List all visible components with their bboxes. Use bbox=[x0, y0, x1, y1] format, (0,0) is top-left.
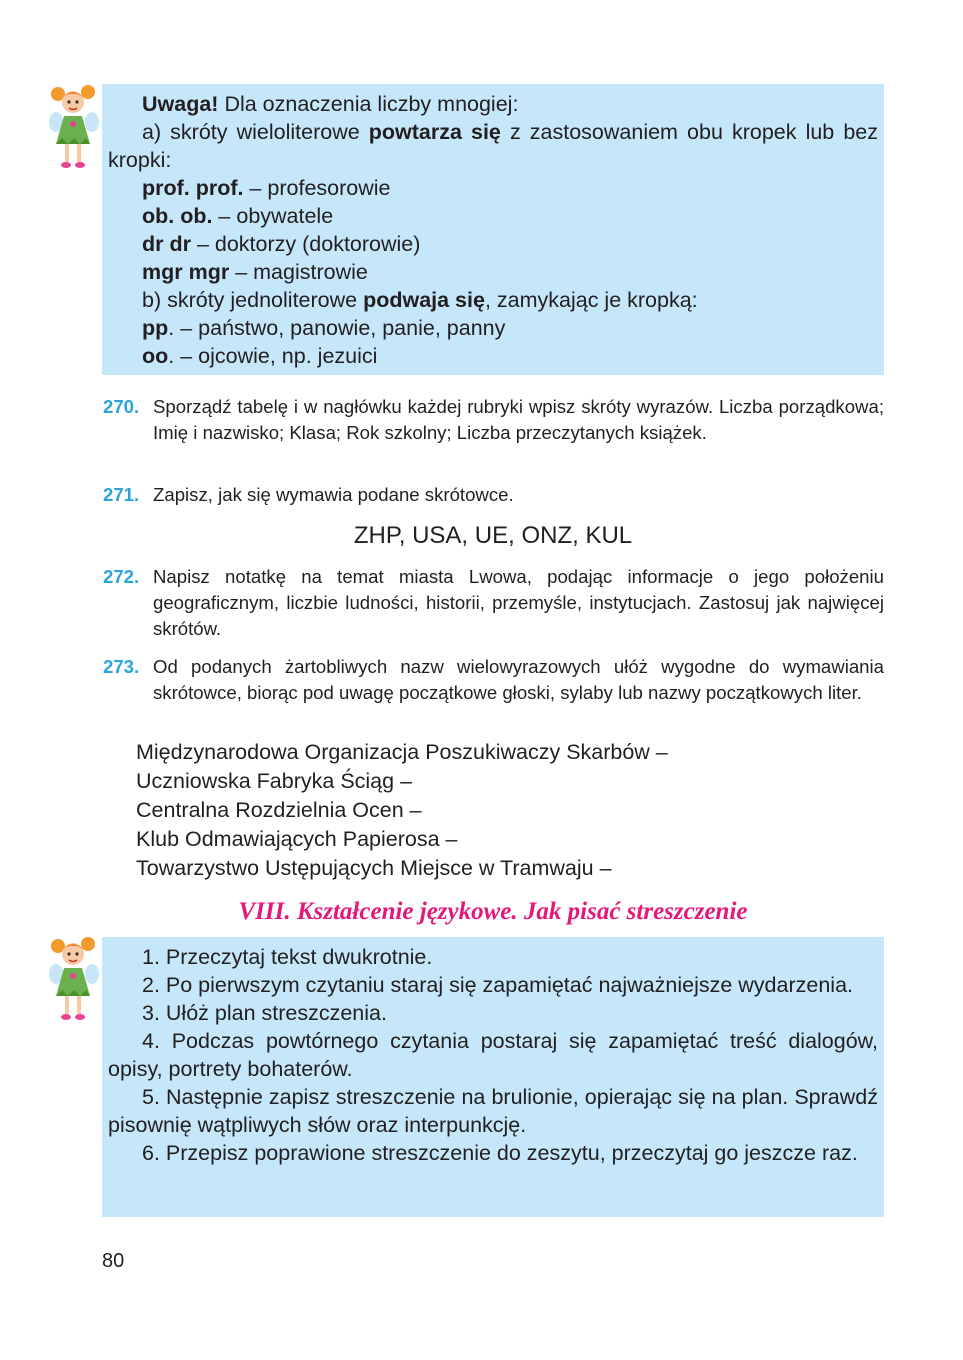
note-example: ob. ob. – obywatele bbox=[142, 204, 334, 228]
note-example: oo. – ojcowie, np. jezuici bbox=[142, 344, 378, 368]
exercise-273 bbox=[103, 654, 884, 706]
list-item: Towarzystwo Ustępujących Miejsce w Tramwaju – bbox=[136, 856, 612, 880]
exercise-text: Zapisz, jak się wymawia podane skrótowce. bbox=[153, 484, 514, 505]
list-item: Centralna Rozdzielnia Ocen – bbox=[136, 798, 422, 822]
list-item: Uczniowska Fabryka Ściąg – bbox=[136, 769, 413, 793]
exercise-number: 271. bbox=[103, 484, 140, 505]
note-rule-a: a) skróty wieloliterowe powtarza się z zastosowaniem obu kropek lub bez kropki: bbox=[108, 120, 878, 172]
fairy-girl-icon bbox=[48, 934, 100, 1026]
note-example: dr dr – doktorzy (doktorowie) bbox=[142, 232, 421, 256]
note-example: pp. – państwo, panowie, panie, panny bbox=[142, 316, 506, 340]
steps-box bbox=[102, 937, 884, 1217]
note-box bbox=[102, 84, 884, 375]
note-example: prof. prof. – profesorowie bbox=[142, 176, 391, 200]
step-item: 1. Przeczytaj tekst dwukrotnie. bbox=[142, 945, 433, 969]
exercise-number: 272. bbox=[103, 566, 140, 587]
exercise-number: 270. bbox=[103, 396, 140, 417]
step-item: 4. Podczas powtórnego czytania postaraj się zapamiętać treść dialogów, opisy, portrety bohaterów. bbox=[108, 1029, 878, 1081]
step-item: 5. Następnie zapisz streszczenie na brulionie, opierając się na plan. Sprawdź pisownię wątpliwych słów oraz interpunkcję. bbox=[108, 1085, 878, 1137]
exercise-number: 273. bbox=[103, 656, 140, 677]
step-item: 3. Ułóż plan streszczenia. bbox=[142, 1001, 387, 1025]
exercise-text: Sporządź tabelę i w nagłówku każdej rubryki wpisz skróty wyrazów. Liczba porządkowa; Imię i nazwisko; Klasa; Rok szkolny; Liczba przeczytanych książek. bbox=[153, 396, 884, 443]
fairy-girl-icon bbox=[48, 82, 100, 174]
exercise-271 bbox=[103, 482, 884, 508]
list-item: Międzynarodowa Organizacja Poszukiwaczy Skarbów – bbox=[136, 740, 668, 764]
note-intro: Uwaga! Dla oznaczenia liczby mnogiej: bbox=[142, 92, 519, 116]
exercise-text: Napisz notatkę na temat miasta Lwowa, podając informacje o jego położeniu geograficznym, liczbie ludności, historii, przemyśle, instytucjach. Zastosuj jak najwięcej skrótów. bbox=[153, 566, 884, 639]
joke-names-list bbox=[136, 738, 668, 883]
exercise-272 bbox=[103, 564, 884, 642]
page-number: 80 bbox=[102, 1250, 125, 1272]
exercise-text: Od podanych żartobliwych nazw wielowyrazowych ułóż wygodne do wymawiania skrótowce, biorąc pod uwagę początkowe głoski, sylaby lub nazwy początkowych liter. bbox=[153, 656, 884, 703]
exercise-270 bbox=[103, 394, 884, 446]
note-example: mgr mgr – magistrowie bbox=[142, 260, 368, 284]
note-rule-b: b) skróty jednoliterowe podwaja się, zamykając je kropką: bbox=[142, 288, 698, 312]
section-heading: VIII. Kształcenie językowe. Jak pisać streszczenie bbox=[238, 898, 748, 925]
step-item: 2. Po pierwszym czytaniu staraj się zapamiętać najważniejsze wydarzenia. bbox=[142, 973, 854, 997]
list-item: Klub Odmawiających Papierosa – bbox=[136, 827, 458, 851]
acronyms-line: ZHP, USA, UE, ONZ, KUL bbox=[353, 522, 633, 549]
step-item: 6. Przepisz poprawione streszczenie do zeszytu, przeczytaj go jeszcze raz. bbox=[142, 1141, 858, 1165]
